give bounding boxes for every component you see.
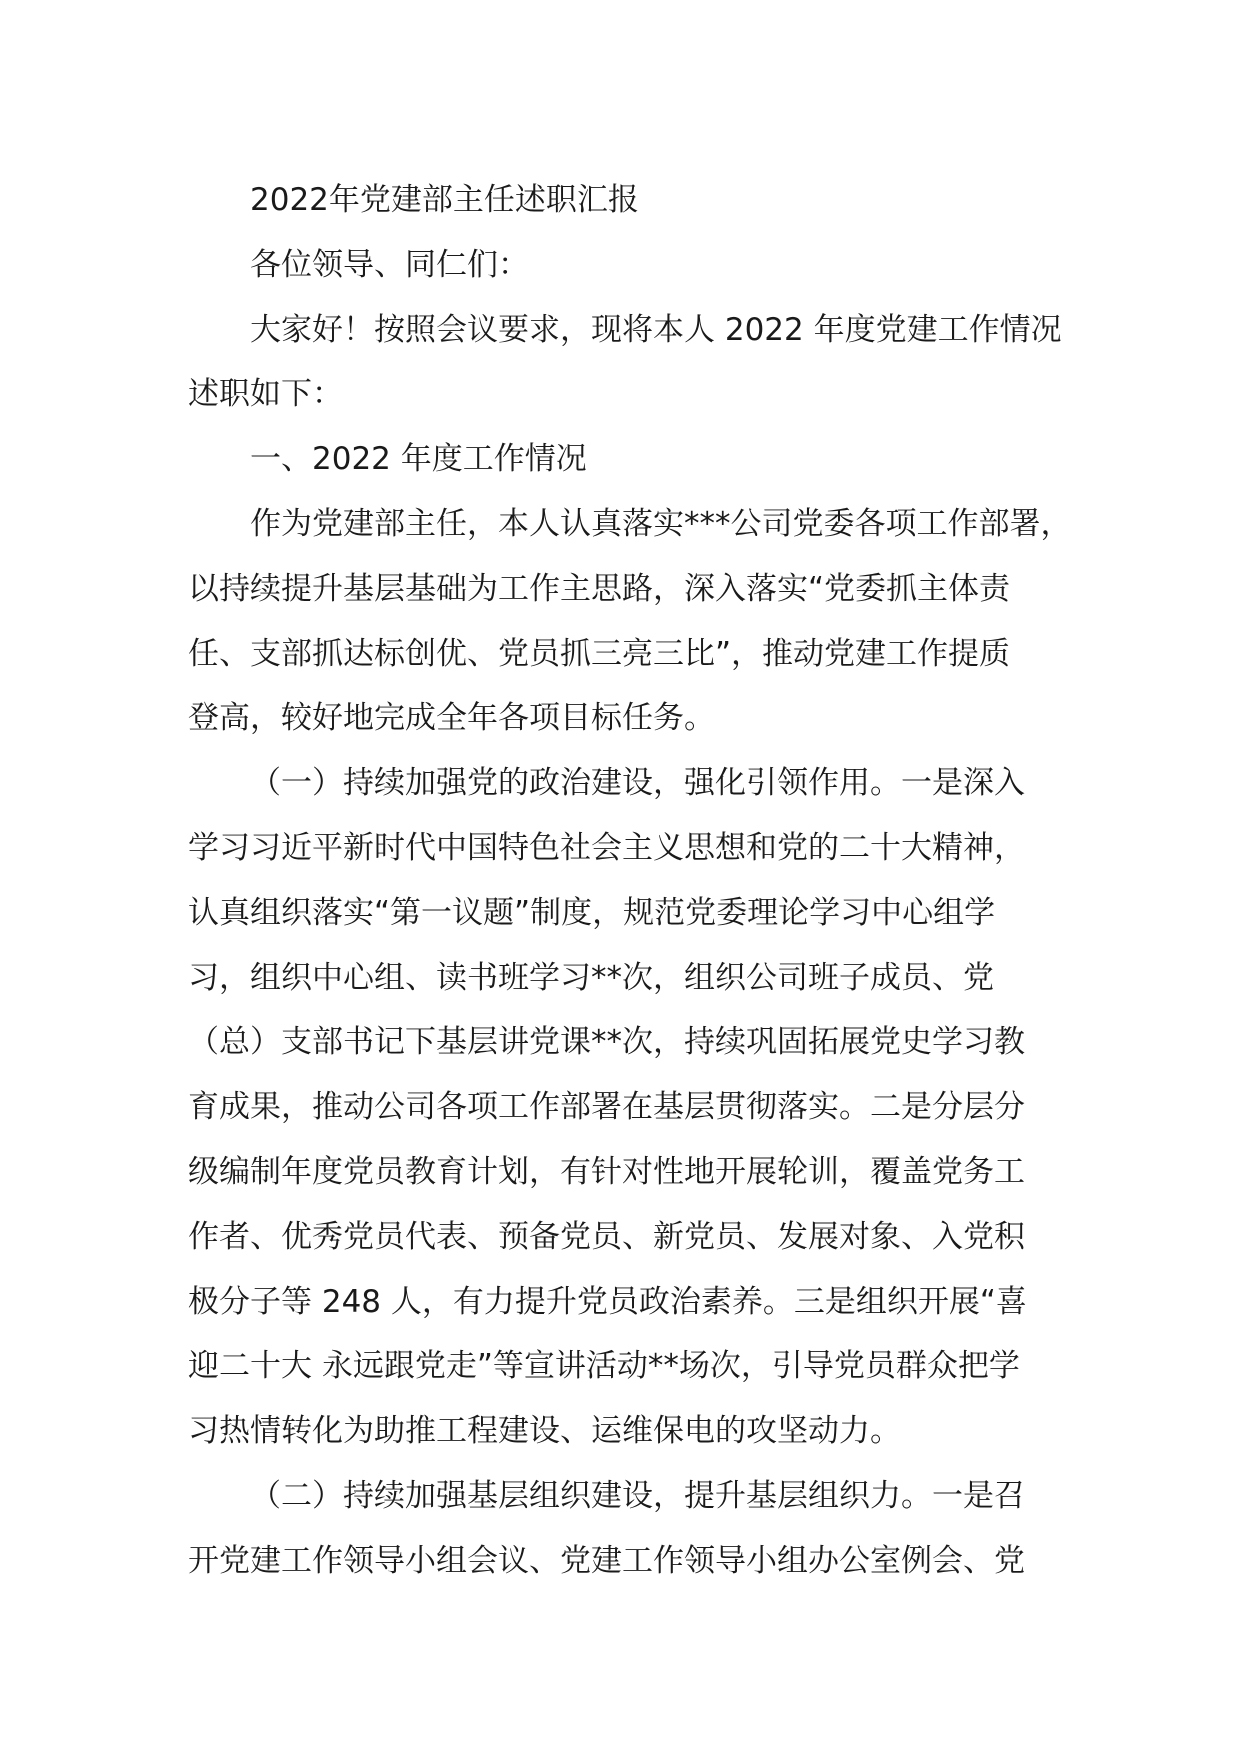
text-line: 任、支部抓达标创优、党员抓三亮三比”，推动党建工作提质 — [188, 635, 1011, 672]
text-line: 习，组织中心组、读书班学习**次，组织公司班子成员、党 — [188, 959, 994, 996]
text-line: 学习习近平新时代中国特色社会主义思想和党的二十大精神， — [188, 829, 1025, 866]
text-line: 育成果，推动公司各项工作部署在基层贯彻落实。二是分层分 — [188, 1089, 1025, 1126]
text-line: 述职如下： — [188, 376, 343, 413]
text-line: 登高，较好地完成全年各项目标任务。 — [188, 700, 715, 737]
text-line: 级编制年度党员教育计划，有针对性地开展轮训，覆盖党务工 — [188, 1153, 1025, 1190]
text-line: 开党建工作领导小组会议、党建工作领导小组办公室例会、党 — [188, 1542, 1025, 1579]
document-title: 2022年党建部主任述职汇报 — [250, 182, 639, 218]
text-line: 极分子等 248 人，有力提升党员政治素养。三是组织开展“喜 — [188, 1283, 1027, 1320]
text-line: 大家好！按照会议要求，现将本人 2022 年度党建工作情况 — [250, 311, 1062, 348]
text-line: （一）持续加强党的政治建设，强化引领作用。一是深入 — [250, 765, 1025, 802]
text-line: 作者、优秀党员代表、预备党员、新党员、发展对象、入党积 — [188, 1218, 1025, 1255]
text-line: （总）支部书记下基层讲党课**次，持续巩固拓展党史学习教 — [188, 1024, 1025, 1061]
text-line: 习热情转化为助推工程建设、运维保电的攻坚动力。 — [188, 1413, 901, 1450]
text-line: 以持续提升基层基础为工作主思路，深入落实“党委抓主体责 — [188, 570, 1011, 607]
text-line: 各位领导、同仁们： — [250, 246, 529, 283]
text-line: （二）持续加强基层组织建设，提升基层组织力。一是召 — [250, 1477, 1025, 1514]
document-paragraphs — [188, 233, 1072, 1594]
text-line: 作为党建部主任，本人认真落实***公司党委各项工作部署， — [250, 505, 1072, 542]
text-line: 认真组织落实“第一议题”制度，规范党委理论学习中心组学 — [188, 894, 996, 931]
text-line: 一、2022 年度工作情况 — [250, 441, 587, 478]
document-body — [188, 168, 1072, 1594]
text-line: 迎二十大 永远跟党走”等宣讲活动**场次，引导党员群众把学 — [188, 1348, 1020, 1385]
